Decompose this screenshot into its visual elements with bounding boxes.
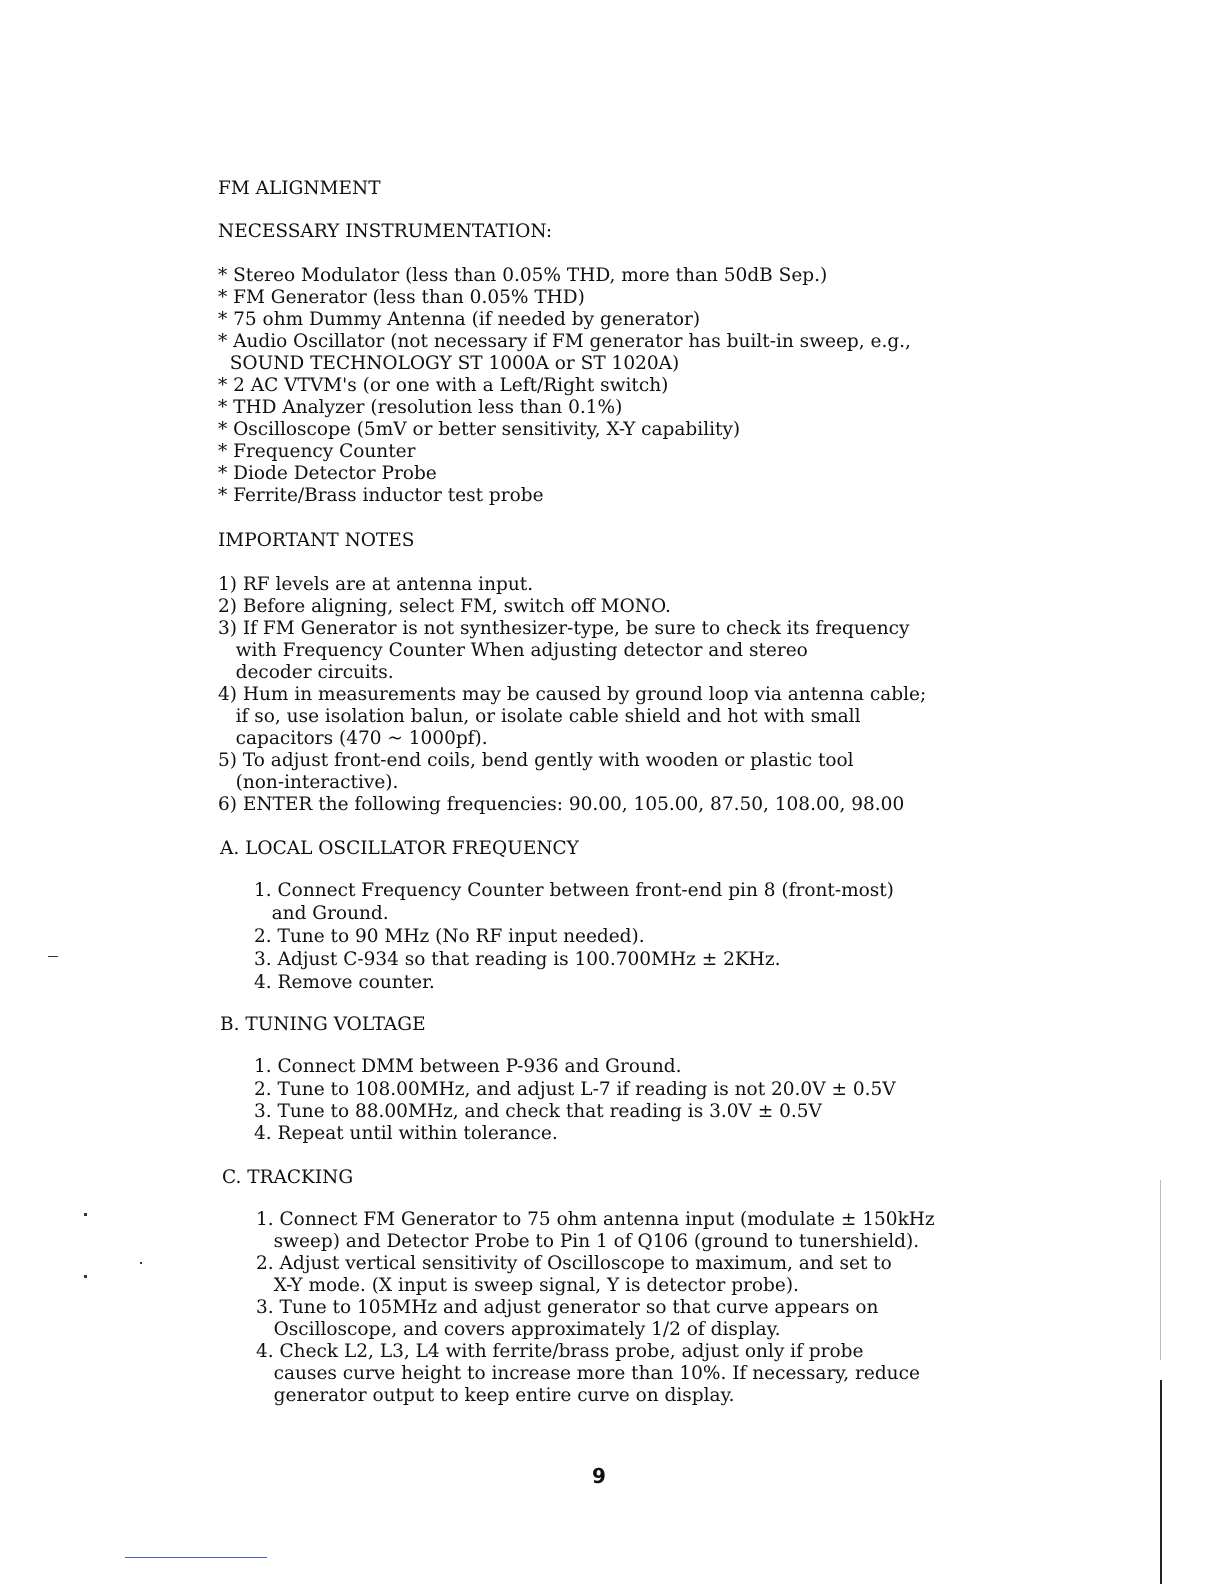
instrument-item: SOUND TECHNOLOGY ST 1000A or ST 1020A) xyxy=(218,353,680,374)
note-item: 4) Hum in measurements may be caused by ground loop via antenna cable; xyxy=(218,684,927,705)
section-c-step: X-Y mode. (X input is sweep signal, Y is detector probe). xyxy=(256,1275,799,1296)
note-item: 6) ENTER the following frequencies: 90.00, 105.00, 87.50, 108.00, 98.00 xyxy=(218,794,905,815)
section-c-step: 3. Tune to 105MHz and adjust generator so that curve appears on xyxy=(256,1297,879,1318)
instrument-item: * 75 ohm Dummy Antenna (if needed by generator) xyxy=(218,309,701,330)
instrument-item: * THD Analyzer (resolution less than 0.1%) xyxy=(218,397,623,418)
section-a-step: 1. Connect Frequency Counter between front-end pin 8 (front-most) xyxy=(254,880,894,901)
instrument-item: * Oscilloscope (5mV or better sensitivity, X-Y capability) xyxy=(218,419,741,440)
note-item: 2) Before aligning, select FM, switch off MONO. xyxy=(218,596,671,617)
section-a-step: 4. Remove counter. xyxy=(254,972,435,993)
section-c-step: Oscilloscope, and covers approximately 1/2 of display. xyxy=(256,1319,781,1340)
scan-speck xyxy=(140,1262,142,1264)
note-item: if so, use isolation balun, or isolate cable shield and hot with small xyxy=(218,706,861,727)
note-item: capacitors (470 ~ 1000pf). xyxy=(218,728,488,749)
note-item: 1) RF levels are at antenna input. xyxy=(218,574,534,595)
section-c-step: causes curve height to increase more than 10%. If necessary, reduce xyxy=(256,1363,920,1384)
section-a-step: and Ground. xyxy=(254,903,389,924)
section-c-step: 2. Adjust vertical sensitivity of Oscilloscope to maximum, and set to xyxy=(256,1253,892,1274)
scan-speck xyxy=(84,1275,87,1278)
section-c-step: 4. Check L2, L3, L4 with ferrite/brass probe, adjust only if probe xyxy=(256,1341,864,1362)
section-a-step: 3. Adjust C-934 so that reading is 100.700MHz ± 2KHz. xyxy=(254,949,781,970)
note-item: decoder circuits. xyxy=(218,662,394,683)
note-item: (non-interactive). xyxy=(218,772,399,793)
section-b-step: 2. Tune to 108.00MHz, and adjust L-7 if reading is not 20.0V ± 0.5V xyxy=(254,1079,896,1100)
note-item: 3) If FM Generator is not synthesizer-type, be sure to check its frequency xyxy=(218,618,910,639)
instrument-item: * Audio Oscillator (not necessary if FM generator has built-in sweep, e.g., xyxy=(218,331,911,352)
instrument-item: * 2 AC VTVM's (or one with a Left/Right switch) xyxy=(218,375,669,396)
instrument-item: * Frequency Counter xyxy=(218,441,416,462)
section-c-step: generator output to keep entire curve on display. xyxy=(256,1385,735,1406)
scan-bottom-rule xyxy=(125,1557,267,1558)
notes-heading: IMPORTANT NOTES xyxy=(218,530,415,551)
scan-speck xyxy=(48,956,58,957)
section-a-step: 2. Tune to 90 MHz (No RF input needed). xyxy=(254,926,645,947)
note-item: with Frequency Counter When adjusting detector and stereo xyxy=(218,640,808,661)
scan-edge-mark xyxy=(1160,1380,1162,1584)
section-b-heading: B. TUNING VOLTAGE xyxy=(220,1014,426,1035)
note-item: 5) To adjust front-end coils, bend gently with wooden or plastic tool xyxy=(218,750,854,771)
section-b-step: 4. Repeat until within tolerance. xyxy=(254,1123,558,1144)
section-c-heading: C. TRACKING xyxy=(222,1167,354,1188)
page-number: 9 xyxy=(592,1464,606,1488)
instrument-item: * Diode Detector Probe xyxy=(218,463,437,484)
scan-edge-mark xyxy=(1160,1180,1161,1360)
section-b-step: 3. Tune to 88.00MHz, and check that reading is 3.0V ± 0.5V xyxy=(254,1101,822,1122)
document-title: FM ALIGNMENT xyxy=(218,178,381,199)
section-b-step: 1. Connect DMM between P-936 and Ground. xyxy=(254,1056,682,1077)
scan-speck xyxy=(84,1213,87,1216)
instrument-item: * Stereo Modulator (less than 0.05% THD, more than 50dB Sep.) xyxy=(218,265,828,286)
section-c-step: sweep) and Detector Probe to Pin 1 of Q106 (ground to tunershield). xyxy=(256,1231,920,1252)
section-a-heading: A. LOCAL OSCILLATOR FREQUENCY xyxy=(220,838,579,859)
instrumentation-heading: NECESSARY INSTRUMENTATION: xyxy=(218,221,553,242)
section-c-step: 1. Connect FM Generator to 75 ohm antenna input (modulate ± 150kHz xyxy=(256,1209,935,1230)
instrument-item: * Ferrite/Brass inductor test probe xyxy=(218,485,544,506)
instrument-item: * FM Generator (less than 0.05% THD) xyxy=(218,287,585,308)
